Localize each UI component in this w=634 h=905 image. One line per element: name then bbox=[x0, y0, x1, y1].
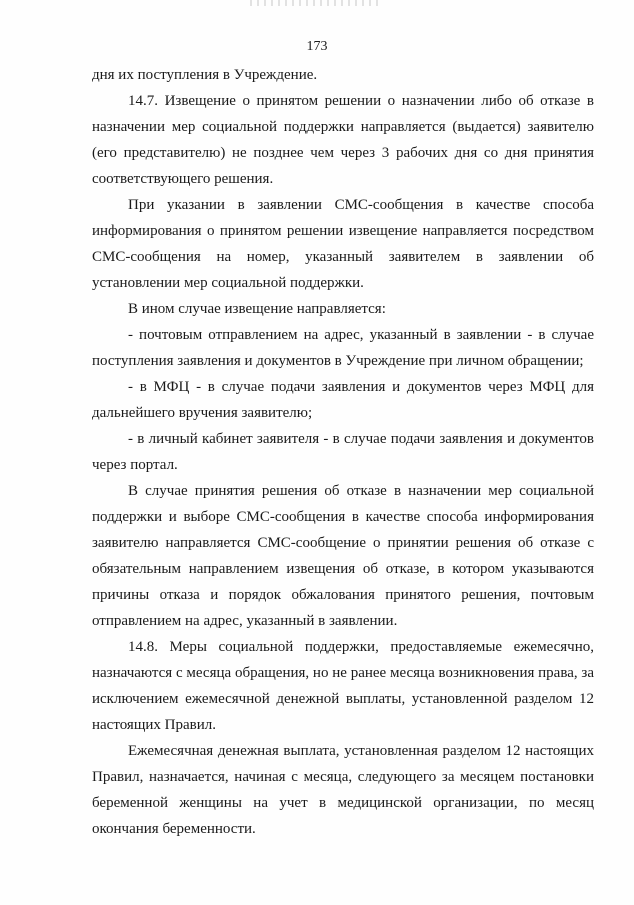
paragraph-otherwise: В ином случае извещение направляется: bbox=[128, 301, 386, 317]
paragraph-refusal-sms: В случае принятия решения об отказе в назначении мер социальной поддержки и выборе СМС-сообщения в качестве способа информирования заявителю направляется СМС-сообщение о принятии решения об отказе с обязательным направлением извещения об отказе, в котором указываются причины отказа и порядок обжалования принятого решения, почтовым отправлением на адрес, указанный в заявлении. bbox=[92, 483, 594, 629]
paragraph-sms-notification: При указании в заявлении СМС-сообщения в качестве способа информирования о принятом решении извещение направляется посредством СМС-сообщения на номер, указанный заявителем в заявлении об установлении мер социальной поддержки. bbox=[92, 197, 594, 291]
document-body bbox=[92, 62, 594, 842]
scan-artifact bbox=[250, 0, 380, 6]
paragraph-14-7: 14.7. Извещение о принятом решении о назначении либо об отказе в назначении мер социальной поддержки направляется (выдается) заявителю (его представителю) не позднее чем через 3 рабочих дня со дня принятия соответствующего решения. bbox=[92, 93, 594, 187]
list-item-mfc: - в МФЦ - в случае подачи заявления и документов через МФЦ для дальнейшего вручения заявителю; bbox=[92, 379, 594, 421]
page-number: 173 bbox=[306, 39, 328, 54]
paragraph-monthly-payment: Ежемесячная денежная выплата, установленная разделом 12 настоящих Правил, назначается, начиная с месяца, следующего за месяцем постановки беременной женщины на учет в медицинской организации, по месяц окончания беременности. bbox=[92, 743, 594, 837]
list-item-personal-account: - в личный кабинет заявителя - в случае подачи заявления и документов через портал. bbox=[92, 431, 594, 473]
paragraph-continuation: дня их поступления в Учреждение. bbox=[92, 67, 318, 83]
list-item-postal: - почтовым отправлением на адрес, указанный в заявлении - в случае поступления заявления и документов в Учреждение при личном обращении; bbox=[92, 327, 594, 369]
paragraph-14-8: 14.8. Меры социальной поддержки, предоставляемые ежемесячно, назначаются с месяца обращения, но не ранее месяца возникновения права, за исключением ежемесячной денежной выплаты, установленной разделом 12 настоящих Правил. bbox=[92, 639, 594, 733]
